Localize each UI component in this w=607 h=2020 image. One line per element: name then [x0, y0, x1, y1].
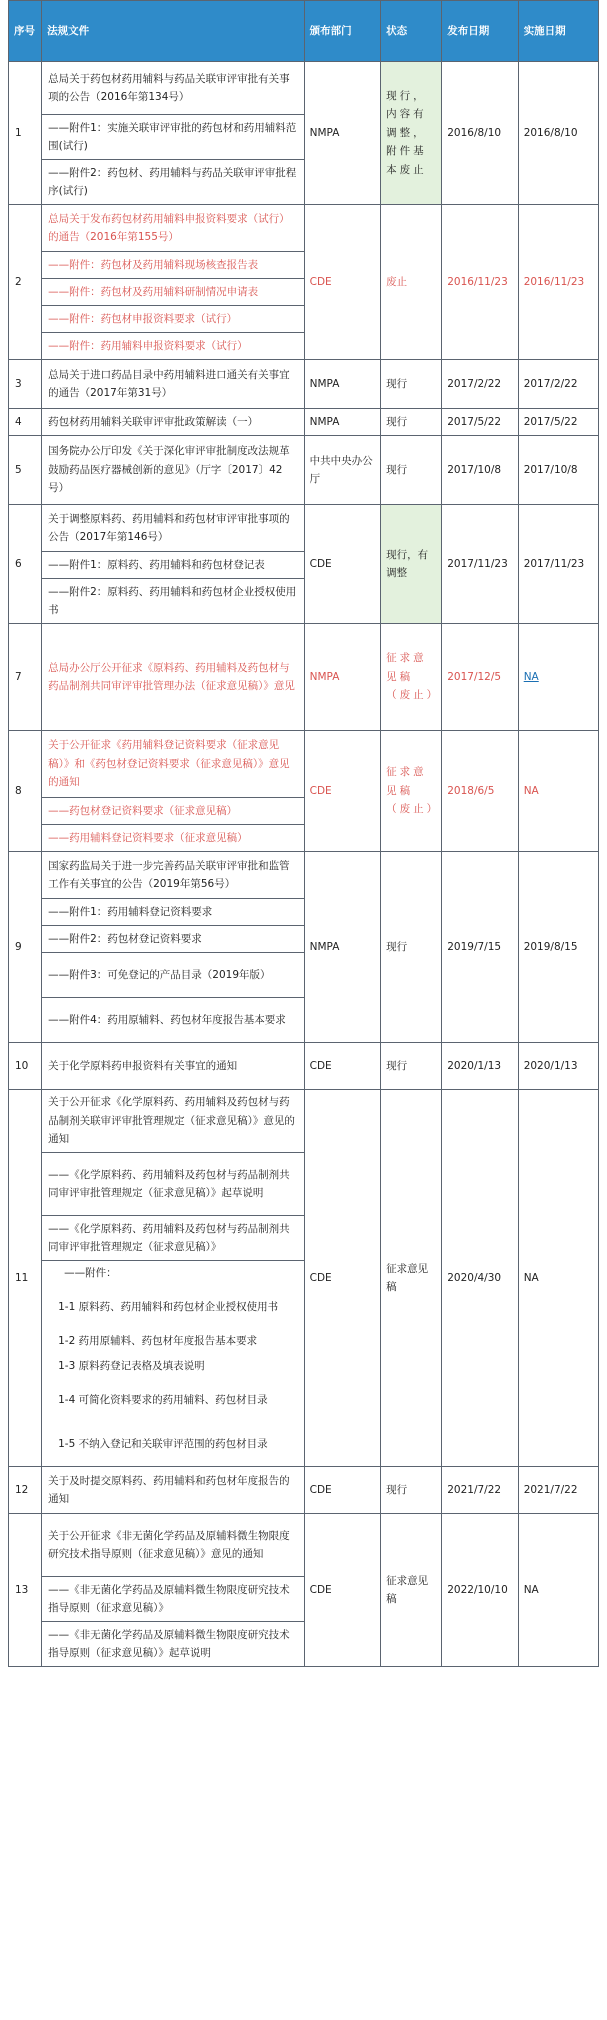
doc-cell: 总局关于进口药品目录中药用辅料进口通关有关事宜的通告（2017年第31号）	[42, 360, 305, 409]
doc-cell: ——《非无菌化学药品及原辅料微生物限度研究技术指导原则（征求意见稿）》起草说明	[42, 1622, 305, 1667]
status-cell: 现行，内容有调整，附件基本废止	[381, 62, 442, 205]
impl-date-cell: 2017/11/23	[518, 505, 598, 624]
doc-cell: ——附件2：原料药、药用辅料和药包材企业授权使用书	[42, 579, 305, 624]
doc-cell: ——附件：	[42, 1261, 305, 1286]
impl-date-cell: 2019/8/15	[518, 852, 598, 1043]
pub-date-cell: 2016/8/10	[442, 62, 518, 205]
dept-cell: CDE	[304, 731, 380, 852]
table-row	[9, 62, 599, 115]
dept-cell: NMPA	[304, 409, 380, 436]
doc-cell: ——附件：药包材及药用辅料现场核查报告表	[42, 252, 305, 279]
table-row	[9, 852, 599, 899]
dept-cell: CDE	[304, 1043, 380, 1090]
doc-cell: ——附件2：药包材、药用辅料与药品关联审评审批程序(试行)	[42, 160, 305, 205]
status-cell: 现行，有调整	[381, 505, 442, 624]
status-cell: 现行	[381, 852, 442, 1043]
pub-date-cell: 2020/4/30	[442, 1090, 518, 1467]
regulation-table	[8, 0, 599, 1667]
doc-cell: ——附件：药用辅料申报资料要求（试行）	[42, 333, 305, 360]
header-pub-date: 发布日期	[442, 1, 518, 62]
row-seq: 2	[9, 205, 42, 360]
table-row	[9, 1090, 599, 1153]
pub-date-cell: 2017/10/8	[442, 436, 518, 505]
table-row	[9, 1043, 599, 1090]
table-row	[9, 360, 599, 409]
pub-date-cell: 2021/7/22	[442, 1467, 518, 1514]
row-seq: 11	[9, 1090, 42, 1467]
table-row	[9, 1467, 599, 1514]
impl-date-cell: 2016/8/10	[518, 62, 598, 205]
header-seq: 序号	[9, 1, 42, 62]
doc-cell: ——药包材登记资料要求（征求意见稿）	[42, 798, 305, 825]
row-seq: 13	[9, 1514, 42, 1667]
row-seq: 12	[9, 1467, 42, 1514]
impl-date-cell: 2017/10/8	[518, 436, 598, 505]
doc-cell: ——附件2：药包材登记资料要求	[42, 926, 305, 953]
dept-cell: NMPA	[304, 624, 380, 731]
dept-cell: CDE	[304, 1514, 380, 1667]
impl-date-cell: 2020/1/13	[518, 1043, 598, 1090]
doc-cell: ——《非无菌化学药品及原辅料微生物限度研究技术指导原则（征求意见稿）》	[42, 1577, 305, 1622]
table-row	[9, 409, 599, 436]
header-status: 状态	[381, 1, 442, 62]
status-cell: 现行	[381, 360, 442, 409]
pub-date-cell: 2017/12/5	[442, 624, 518, 731]
doc-cell: 国家药监局关于进一步完善药品关联审评审批和监管工作有关事宜的公告（2019年第56号）	[42, 852, 305, 899]
status-cell: 废止	[381, 205, 442, 360]
doc-cell: ——《化学原料药、药用辅料及药包材与药品制剂共同审评审批管理规定（征求意见稿）》	[42, 1216, 305, 1261]
table-row	[9, 436, 599, 505]
dept-cell: NMPA	[304, 360, 380, 409]
dept-cell: CDE	[304, 505, 380, 624]
doc-cell: 关于公开征求《非无菌化学药品及原辅料微生物限度研究技术指导原则（征求意见稿）》意见的通知	[42, 1514, 305, 1577]
doc-cell: 1-2 药用原辅料、药包材年度报告基本要求	[42, 1329, 305, 1353]
pub-date-cell: 2017/11/23	[442, 505, 518, 624]
table-row	[9, 1514, 599, 1577]
dept-cell: 中共中央办公厅	[304, 436, 380, 505]
impl-date-cell: 2016/11/23	[518, 205, 598, 360]
doc-cell: 1-4 可简化资料要求的药用辅料、药包材目录	[42, 1378, 305, 1422]
status-cell: 征求意见稿（废止）	[381, 624, 442, 731]
doc-cell: 关于公开征求《药用辅料登记资料要求（征求意见稿）》和《药包材登记资料要求（征求意见稿）》意见的通知	[42, 731, 305, 798]
status-cell: 现行	[381, 1467, 442, 1514]
impl-date-cell: NA	[518, 731, 598, 852]
doc-cell: ——附件4：药用原辅料、药包材年度报告基本要求	[42, 998, 305, 1043]
status-cell: 征求意见稿（废止）	[381, 731, 442, 852]
pub-date-cell: 2016/11/23	[442, 205, 518, 360]
table-header-row	[9, 1, 599, 62]
table-row	[9, 731, 599, 798]
doc-cell: 总局关于发布药包材药用辅料申报资料要求（试行）的通告（2016年第155号）	[42, 205, 305, 252]
row-seq: 5	[9, 436, 42, 505]
doc-cell: 1-5 不纳入登记和关联审评范围的药包材目录	[42, 1422, 305, 1467]
doc-cell: 1-1 原料药、药用辅料和药包材企业授权使用书	[42, 1285, 305, 1329]
pub-date-cell: 2017/5/22	[442, 409, 518, 436]
row-seq: 7	[9, 624, 42, 731]
doc-cell: ——附件：药包材及药用辅料研制情况申请表	[42, 279, 305, 306]
dept-cell: CDE	[304, 205, 380, 360]
doc-cell: 关于公开征求《化学原料药、药用辅料及药包材与药品制剂关联审评审批管理规定（征求意见稿）》意见的通知	[42, 1090, 305, 1153]
doc-cell: ——《化学原料药、药用辅料及药包材与药品制剂共同审评审批管理规定（征求意见稿）》起草说明	[42, 1153, 305, 1216]
header-doc: 法规文件	[42, 1, 305, 62]
impl-date-cell	[518, 624, 598, 731]
doc-cell: 关于调整原料药、药用辅料和药包材审评审批事项的公告（2017年第146号）	[42, 505, 305, 552]
row-seq: 6	[9, 505, 42, 624]
doc-cell: ——药用辅料登记资料要求（征求意见稿）	[42, 825, 305, 852]
doc-cell: ——附件3：可免登记的产品目录（2019年版）	[42, 953, 305, 998]
dept-cell: NMPA	[304, 62, 380, 205]
doc-cell: 关于及时提交原料药、药用辅料和药包材年度报告的通知	[42, 1467, 305, 1514]
doc-cell: ——附件1：药用辅料登记资料要求	[42, 899, 305, 926]
doc-cell: 总局办公厅公开征求《原料药、药用辅料及药包材与药品制剂共同审评审批管理办法（征求意见稿）》意见	[42, 624, 305, 731]
status-cell: 征求意见稿	[381, 1090, 442, 1467]
table-row	[9, 624, 599, 731]
status-cell: 现行	[381, 436, 442, 505]
status-cell: 现行	[381, 1043, 442, 1090]
dept-cell: CDE	[304, 1090, 380, 1467]
pub-date-cell: 2017/2/22	[442, 360, 518, 409]
dept-cell: CDE	[304, 1467, 380, 1514]
doc-cell: 药包材药用辅料关联审评审批政策解读（一）	[42, 409, 305, 436]
row-seq: 4	[9, 409, 42, 436]
doc-cell: ——附件1：实施关联审评审批的药包材和药用辅料范围(试行)	[42, 115, 305, 160]
doc-cell: 1-3 原料药登记表格及填表说明	[42, 1354, 305, 1378]
doc-cell: ——附件1：原料药、药用辅料和药包材登记表	[42, 552, 305, 579]
header-dept: 颁布部门	[304, 1, 380, 62]
header-impl-date: 实施日期	[518, 1, 598, 62]
impl-date-cell: NA	[518, 1090, 598, 1467]
table-row	[9, 205, 599, 252]
status-cell: 现行	[381, 409, 442, 436]
doc-cell: 总局关于药包材药用辅料与药品关联审评审批有关事项的公告（2016年第134号）	[42, 62, 305, 115]
pub-date-cell: 2019/7/15	[442, 852, 518, 1043]
doc-cell: 关于化学原料药申报资料有关事宜的通知	[42, 1043, 305, 1090]
impl-date-link[interactable]: NA	[523, 670, 539, 683]
row-seq: 8	[9, 731, 42, 852]
doc-cell: 国务院办公厅印发《关于深化审评审批制度改法规革鼓励药品医疗器械创新的意见》（厅字〔2017〕42号）	[42, 436, 305, 505]
row-seq: 1	[9, 62, 42, 205]
row-seq: 10	[9, 1043, 42, 1090]
impl-date-cell: NA	[518, 1514, 598, 1667]
table-row	[9, 505, 599, 552]
dept-cell: NMPA	[304, 852, 380, 1043]
row-seq: 3	[9, 360, 42, 409]
pub-date-cell: 2022/10/10	[442, 1514, 518, 1667]
pub-date-cell: 2018/6/5	[442, 731, 518, 852]
status-cell: 征求意见稿	[381, 1514, 442, 1667]
doc-cell: ——附件：药包材申报资料要求（试行）	[42, 306, 305, 333]
impl-date-cell: 2017/5/22	[518, 409, 598, 436]
pub-date-cell: 2020/1/13	[442, 1043, 518, 1090]
impl-date-cell: 2017/2/22	[518, 360, 598, 409]
row-seq: 9	[9, 852, 42, 1043]
impl-date-cell: 2021/7/22	[518, 1467, 598, 1514]
